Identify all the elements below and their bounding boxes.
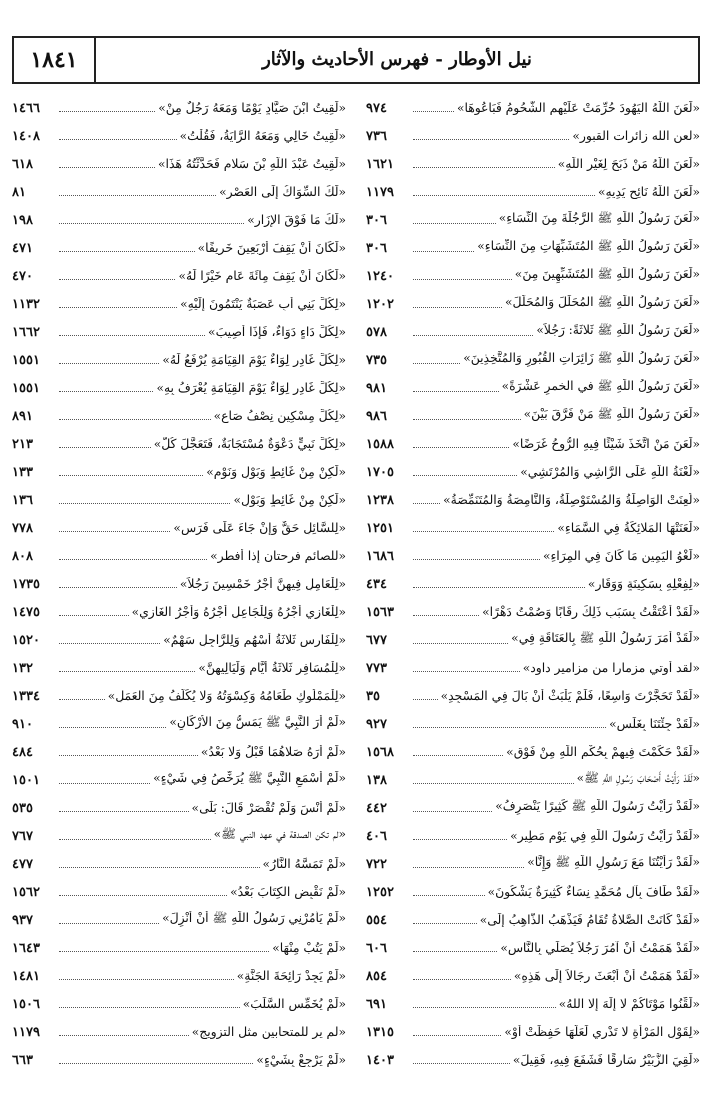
index-entry (366, 906, 700, 934)
leader-dots (413, 503, 440, 504)
hadith-number: ١٢٤٠ (366, 268, 394, 284)
leader-dots (59, 559, 207, 560)
leader-dots (59, 335, 205, 336)
leader-dots (413, 139, 569, 140)
hadith-number: ١٤٧٥ (12, 604, 40, 620)
hadith-text: «لِفِعْلِهِ بِسَكِينَةٍ وَوَقَارٍ» (587, 577, 700, 591)
hadith-number: ٧٣٦ (366, 128, 387, 144)
leader-dots (59, 923, 159, 924)
leader-dots (59, 839, 211, 840)
hadith-number: ٤٨٤ (12, 744, 33, 760)
hadith-number: ٦١٨ (12, 156, 33, 172)
index-entry (12, 906, 346, 934)
leader-dots (59, 727, 166, 728)
index-entry (12, 458, 346, 486)
hadith-text: «لَقِيَ الزُّبَيْرُ سَارِقًا فَشَفَعَ فِيهِ، فَقِيلَ» (512, 1053, 700, 1067)
hadith-number: ١٦٢١ (366, 156, 394, 172)
index-entry (366, 822, 700, 850)
hadith-text: «لَكِنْ مِنْ غَائِطٍ وَبَوْلٍ وَنَوْمٍ» (206, 465, 346, 479)
hadith-number: ٨١ (12, 184, 26, 200)
hadith-text: «لَمْ يَرْجِعْ بِشَيْءٍ» (256, 1053, 346, 1067)
leader-dots (413, 111, 454, 112)
leader-dots (413, 475, 517, 476)
leader-dots (413, 531, 554, 532)
hadith-number: ١١٣٢ (12, 296, 40, 312)
index-entry (12, 626, 346, 654)
running-header (12, 36, 700, 84)
index-entry (12, 430, 346, 458)
leader-dots (59, 1035, 189, 1036)
hadith-text: «لِكُلِّ غَادِرٍ لِوَاءٌ يَوْمَ القِيَامَةِ يُعْرَفُ بِهِ» (156, 381, 346, 395)
hadith-number: ١٤٠٨ (12, 128, 40, 144)
leader-dots (59, 615, 129, 616)
index-entry (12, 206, 346, 234)
index-entry (366, 402, 700, 430)
leader-dots (413, 755, 503, 756)
leader-dots (59, 1063, 253, 1064)
hadith-number: ١٤٠٣ (366, 1052, 394, 1068)
leader-dots (59, 223, 244, 224)
index-entry (366, 234, 700, 262)
hadith-text: «لَقِيتُ ابْنَ صَيَّادٍ يَوْمًا وَمَعَهُ رَجُلٌ مِنْ» (158, 101, 346, 115)
index-entry (366, 122, 700, 150)
hadith-text: «لعن الله زائرات القبور» (572, 129, 700, 143)
index-entry (366, 738, 700, 766)
hadith-text: «لِكُلِّ دَاءٍ دَوَاءٌ، فَإِذَا أُصِيبَ» (208, 325, 346, 339)
leader-dots (413, 839, 507, 840)
index-entry (366, 654, 700, 682)
index-entry (366, 934, 700, 962)
index-entry (12, 346, 346, 374)
index-entry (12, 654, 346, 682)
leader-dots (413, 251, 474, 252)
index-entry (366, 178, 700, 206)
leader-dots (413, 951, 497, 952)
hadith-text: «لَمْ يُخَمِّسِ السَّلَبَ» (242, 997, 346, 1011)
hadith-text: «لُعِنَتْ الوَاصِلَةُ وَالمُسْتَوْصِلَةُ، وَالنَّامِصَةُ وَالمُتَنَمِّصَةُ» (443, 493, 700, 507)
hadith-text: «لَمْ نَقْبِضِ الكِتَابَ بَعْدُ» (230, 885, 346, 899)
hadith-text: «لَقَدْ رَأَيْتُنَا مَعَ رَسُولِ اللَّهِ ﷺ وَإِنَّا» (527, 855, 700, 869)
hadith-number: ١١٧٩ (12, 1024, 40, 1040)
hadith-text: «للصائم فرحتان إذا أفطر» (210, 549, 346, 563)
hadith-number: ٤٧١ (12, 240, 33, 256)
page (12, 36, 700, 1068)
index-entry (366, 458, 700, 486)
hadith-number: ٩٨٦ (366, 408, 387, 424)
hadith-number: ٤٧٠ (12, 268, 33, 284)
index-entry (12, 822, 346, 850)
index-entry (366, 1018, 700, 1046)
hadith-text: «لِكُلِّ مِسْكِينٍ نِصْفُ صَاعٍ» (213, 409, 346, 423)
hadith-number: ٦٩١ (366, 996, 387, 1012)
hadith-text: «لَعَنَ رَسُولُ اللَّهِ ﷺ المُحَلِّلَ وَالمُحَلَّلَ» (505, 295, 700, 309)
hadith-number: ٦٧٧ (366, 632, 387, 648)
leader-dots (59, 895, 227, 896)
hadith-text: «لَعَنَ رَسُولُ اللَّهِ ﷺ المُتَشَبِّهِينَ مِنَ» (514, 267, 700, 281)
hadith-text: «لِلْفَارِسِ ثَلاثَةُ أَسْهُمٍ وَلِلرَّاجِلِ سَهْمٌ» (163, 633, 346, 647)
leader-dots (413, 167, 555, 168)
hadith-number: ١٦٦٢ (12, 324, 40, 340)
hadith-number: ١٤٦٦ (12, 100, 40, 116)
index-entry (366, 206, 700, 234)
index-entry (12, 794, 346, 822)
left-column (12, 94, 356, 1074)
index-entry (12, 94, 346, 122)
index-entry (12, 150, 346, 178)
hadith-number: ٩٧٤ (366, 100, 387, 116)
index-entry (366, 94, 700, 122)
hadith-number: ٢١٣ (12, 436, 33, 452)
leader-dots (59, 699, 105, 700)
hadith-text: «لَقَدْ رَأَيْتُ رَسُولَ اللَّهِ فِي يَوْمٍ مَطِيرٍ» (510, 829, 700, 843)
index-entry (12, 122, 346, 150)
hadith-text: «لَعَنَ رَسُولُ اللَّهِ ﷺ الرَّجُلَةَ مِنَ النِّسَاءِ» (498, 211, 700, 225)
hadith-text: «لِكُلِّ غَادِرٍ لِوَاءٌ يَوْمَ القِيَامَةِ يُرْفَعُ لَهُ» (162, 353, 346, 367)
leader-dots (59, 391, 153, 392)
hadith-number: ١٥٨٨ (366, 436, 394, 452)
hadith-number: ١٥٦٢ (12, 884, 40, 900)
leader-dots (413, 223, 496, 224)
index-entry (12, 934, 346, 962)
index-entry (366, 682, 700, 710)
index-entry (12, 766, 346, 794)
hadith-text: «لَقَدْ هَمَمْتُ أَنْ آمُرَ رَجُلاً يُصَلِّي بِالنَّاسِ» (500, 941, 700, 955)
hadith-text: «لَمْ تَمَسَّهُ النَّارُ» (262, 857, 346, 871)
leader-dots (413, 615, 479, 616)
hadith-number: ٤٠٦ (366, 828, 387, 844)
hadith-text: «لَقَدْ طَافَ بِآلِ مُحَمَّدٍ نِسَاءٌ كَثِيرَةٌ يَشْكُونَ» (487, 885, 700, 899)
hadith-text: «لَقَدْ تَحَجَّرْتَ وَاسِعًا، فَلَمْ يَلْبَثْ أَنْ بَالَ فِي المَسْجِدِ» (440, 689, 700, 703)
index-entry (366, 990, 700, 1018)
hadith-text: «لَعَنَتْهَا المَلائِكَةُ فِي السَّمَاءِ» (557, 521, 700, 535)
hadith-number: ٤٧٧ (12, 856, 33, 872)
leader-dots (59, 111, 155, 112)
hadith-number: ٩٢٧ (366, 716, 387, 732)
hadith-text: «لَمْ أَرَهُ صَلاهُمَا قَبْلُ وَلا بَعْدُ» (200, 745, 346, 759)
index-entry (12, 542, 346, 570)
hadith-number: ١٣٣٤ (12, 688, 40, 704)
hadith-text: «لَقَدْ حَكَمْتَ فِيهِمْ بِحُكْمِ اللَّهِ مِنْ فَوْقِ» (506, 745, 700, 759)
hadith-number: ١٣٨ (366, 772, 387, 788)
index-entry (366, 1046, 700, 1074)
hadith-text: «لَعَنَ اللَّهُ مَنْ ذَبَحَ لِغَيْرِ اللَّهِ» (557, 157, 700, 171)
hadith-text: «لِكُلِّ نَبِيٍّ دَعْوَةٌ مُسْتَجَابَةٌ، فَتَعَجَّلَ كُلُّ» (153, 437, 346, 451)
hadith-text: «لَقِّنُوا مَوْتَاكُمْ لا إِلَهَ إِلا اللهُ» (558, 997, 700, 1011)
index-entry (366, 318, 700, 346)
index-entry (366, 486, 700, 514)
leader-dots (413, 811, 492, 812)
hadith-number: ١٥٥١ (12, 352, 40, 368)
hadith-text: «لِلْمُسَافِرِ ثَلاثَةُ أَيَّامٍ وَلَيَالِيهِنَّ» (198, 661, 346, 675)
leader-dots (413, 895, 485, 896)
hadith-text: «لَمْ أَنْسَ وَلَمْ تُقْصَرْ قَالَ: بَلَى» (191, 801, 346, 815)
hadith-text: «لِلْمَمْلُوكِ طَعَامُهُ وَكِسْوَتُهُ وَلا يُكَلَّفُ مِنَ العَمَلِ» (107, 689, 346, 703)
index-entry (12, 598, 346, 626)
hadith-text: «لَمْ يَتُبْ مِنْهَا» (272, 941, 346, 955)
hadith-number: ٦٠٦ (366, 940, 387, 956)
leader-dots (59, 671, 195, 672)
hadith-number: ٨٩١ (12, 408, 33, 424)
hadith-number: ٤٣٤ (366, 576, 387, 592)
hadith-text: «لَكِنْ مِنْ غَائِطٍ وَبَوْلٍ» (233, 493, 346, 507)
hadith-number: ١٢٥١ (366, 520, 394, 536)
hadith-text: «لَقَدْ أَعْتَقْتُ بِسَبَبِ ذَلِكَ رِقَابًا وَصُمْتُ دَهْرًا» (482, 605, 700, 619)
leader-dots (59, 251, 195, 252)
leader-dots (59, 307, 177, 308)
hadith-text: «لِلْغَازِي أَجْرُهُ وَلِلْجَاعِلِ أَجْرُهُ وَأَجْرُ الغَازِي» (131, 605, 346, 619)
hadith-number: ١٥٦٨ (366, 744, 394, 760)
hadith-text: «لَقَدْ كَانَتْ الصَّلاةُ تُقَامُ فَيَذْهَبُ الذَّاهِبُ إِلَى» (479, 913, 700, 927)
index-entry (12, 1046, 346, 1074)
hadith-text: «لَعَنَ اللَّهُ اليَهُودَ حُرِّمَتْ عَلَيْهِم الشُّحُومُ فَبَاعُوهَا» (456, 101, 700, 115)
hadith-text: «لقد أوتي مزمارا من مزامير داود» (522, 661, 700, 675)
hadith-text: «لَكَ مَا فَوْقَ الإِزَارِ» (247, 213, 346, 227)
index-entry (366, 766, 700, 794)
index-entry (12, 962, 346, 990)
hadith-number: ١٢٣٨ (366, 492, 394, 508)
hadith-number: ٧٧٣ (366, 660, 387, 676)
hadith-number: ١٣١٥ (366, 1024, 394, 1040)
hadith-number: ٥٧٨ (366, 324, 387, 340)
index-entry (366, 430, 700, 458)
hadith-text: «لِلسَّائِلِ حَقٌّ وَإِنْ جَاءَ عَلَى فَرَسٍ» (173, 521, 346, 535)
page-title: نيل الأوطار - فهرس الأحاديث والآثار (262, 49, 532, 70)
hadith-text: «لَعَنَ رَسُولُ اللَّهِ ﷺ المُتَشَبِّهَاتِ مِنَ النِّسَاءِ» (477, 239, 700, 253)
hadith-number: ١٩٨ (12, 212, 33, 228)
hadith-number: ٣٠٦ (366, 240, 387, 256)
hadith-text: «لَقِيتُ عَبْدَ اللَّهِ بْنَ سَلامٍ فَحَدَّثْتُهُ هَذَا» (158, 157, 346, 171)
hadith-text: «لم تكن الصدقة في عهد النبي ﷺ» (213, 827, 346, 841)
index-entry (12, 990, 346, 1018)
hadith-number: ٩١٠ (12, 716, 33, 732)
page-number: ١٨٤١ (14, 38, 96, 82)
leader-dots (413, 195, 595, 196)
hadith-text: «لَكَانَ أَنْ يَقِفَ أَرْبَعِينَ خَرِيفًا» (197, 241, 346, 255)
index-columns (12, 94, 700, 1074)
hadith-number: ١٣٦ (12, 492, 33, 508)
leader-dots (413, 727, 606, 728)
index-entry (366, 262, 700, 290)
hadith-number: ١٧٣٥ (12, 576, 40, 592)
hadith-number: ١٥٥١ (12, 380, 40, 396)
leader-dots (59, 447, 151, 448)
hadith-number: ٩٨١ (366, 380, 387, 396)
hadith-text: «لَقَدْ هَمَمْتُ أَنْ أَبْعَثَ رِجَالاً إِلَى هَذِهِ» (513, 969, 700, 983)
index-entry (366, 794, 700, 822)
index-entry (366, 710, 700, 738)
index-entry (366, 514, 700, 542)
leader-dots (59, 755, 198, 756)
hadith-number: ١٧٠٥ (366, 464, 394, 480)
index-entry (12, 262, 346, 290)
hadith-number: ١٥٢٠ (12, 632, 40, 648)
index-entry (366, 374, 700, 402)
index-entry (12, 234, 346, 262)
leader-dots (413, 419, 521, 420)
hadith-number: ٥٣٥ (12, 800, 33, 816)
leader-dots (59, 811, 189, 812)
index-entry (12, 738, 346, 766)
leader-dots (413, 279, 512, 280)
hadith-text: «لَقَدْ رَأَيْتُ رَسُولَ اللَّهِ ﷺ كَثِيرًا يَنْصَرِفُ» (495, 799, 700, 813)
hadith-text: «لِكُلِّ بَنِي أَبٍ عَصَبَةٌ يَنْتَمُونَ إِلَيْهِ» (180, 297, 346, 311)
leader-dots (413, 307, 502, 308)
index-entry (12, 178, 346, 206)
leader-dots (59, 195, 216, 196)
leader-dots (59, 867, 260, 868)
hadith-number: ٧٢٢ (366, 856, 387, 872)
leader-dots (413, 363, 460, 364)
index-entry (12, 514, 346, 542)
hadith-number: ٣٥ (366, 688, 380, 704)
leader-dots (413, 335, 533, 336)
hadith-number: ١٢٠٢ (366, 296, 394, 312)
index-entry (12, 1018, 346, 1046)
hadith-number: ٨٠٨ (12, 548, 33, 564)
hadith-text: «لَعَنَ رَسُولُ اللَّهِ ﷺ ثَلاثَةً: رَجُلاً» (536, 323, 700, 337)
hadith-text: «لَمْ أَسْمَعِ النَّبِيَّ ﷺ يُرَخِّصُ فِي شَيْءٍ» (153, 771, 346, 785)
hadith-number: ٣٠٦ (366, 212, 387, 228)
leader-dots (413, 923, 477, 924)
hadith-number: ٤٤٢ (366, 800, 387, 816)
leader-dots (413, 391, 499, 392)
leader-dots (413, 979, 511, 980)
leader-dots (59, 419, 211, 420)
hadith-number: ١٣٢ (12, 660, 33, 676)
hadith-text: «لَغْوُ اليَمِينِ مَا كَانَ فِي المِرَاءِ» (542, 549, 700, 563)
right-column (356, 94, 700, 1074)
leader-dots (413, 587, 585, 588)
leader-dots (59, 951, 269, 952)
hadith-number: ١٦٨٦ (366, 548, 394, 564)
leader-dots (59, 979, 234, 980)
hadith-text: «لَعَنَ رَسُولُ اللَّهِ ﷺ مَنْ فَرَّقَ بَيْنَ» (523, 407, 700, 421)
hadith-text: «لَكَانَ أَنْ يَقِفَ مِائَةَ عَامٍ خَيْرًا لَهُ» (178, 269, 346, 283)
index-entry (366, 290, 700, 318)
leader-dots (413, 447, 509, 448)
index-entry (12, 402, 346, 430)
index-entry (12, 850, 346, 878)
hadith-number: ٧٦٧ (12, 828, 33, 844)
hadith-text: «لَقَدْ رَأَيْتُ أَصْحَابَ رَسُولِ اللَّهِ ﷺ» (576, 771, 700, 785)
leader-dots (413, 867, 524, 868)
hadith-number: ٥٥٤ (366, 912, 387, 928)
leader-dots (59, 783, 150, 784)
leader-dots (413, 643, 508, 644)
hadith-text: «لَمْ يَأْمُرْنِي رَسُولُ اللَّهِ ﷺ أَنْ أَنْزِلَ» (162, 911, 346, 925)
leader-dots (59, 475, 203, 476)
index-entry (12, 878, 346, 906)
leader-dots (413, 671, 520, 672)
leader-dots (59, 363, 159, 364)
leader-dots (413, 1063, 510, 1064)
index-entry (366, 962, 700, 990)
leader-dots (413, 559, 540, 560)
hadith-number: ٨٥٤ (366, 968, 387, 984)
leader-dots (59, 139, 177, 140)
hadith-number: ١١٧٩ (366, 184, 394, 200)
hadith-text: «لَعَنَ رَسُولُ اللَّهِ ﷺ زَائِرَاتِ القُبُورِ وَالمُتَّخِذِينَ» (463, 351, 700, 365)
hadith-text: «لِلْعَامِلِ فِيهِنَّ أَجْرُ خَمْسِينَ رَجُلاً» (179, 577, 346, 591)
index-entry (12, 290, 346, 318)
leader-dots (413, 699, 438, 700)
leader-dots (413, 1035, 501, 1036)
hadith-text: «لَقَدْ جِئْتَنَا بِغَلَسٍ» (609, 717, 700, 731)
leader-dots (59, 279, 175, 280)
leader-dots (59, 531, 170, 532)
leader-dots (413, 783, 574, 784)
leader-dots (59, 1007, 240, 1008)
hadith-text: «لَمْ يَجِدْ رَائِحَةَ الجَنَّةِ» (236, 969, 346, 983)
hadith-text: «لَقَدْ أَمَرَ رَسُولُ اللَّهِ ﷺ بِالعَتَاقَةِ فِي» (511, 631, 700, 645)
hadith-text: «لَعَنَ رَسُولُ اللَّهِ ﷺ في الخمرِ عَشْرَةً» (501, 379, 700, 393)
hadith-text: «لِقَوْلِ المَرْأَةِ لا تَدْرِي لَعَلَّهَا حَفِظَتْ أَوْ» (504, 1025, 700, 1039)
leader-dots (413, 1007, 556, 1008)
leader-dots (59, 587, 177, 588)
leader-dots (59, 643, 160, 644)
index-entry (366, 598, 700, 626)
index-entry (12, 710, 346, 738)
index-entry (12, 374, 346, 402)
hadith-text: «لم ير للمتحابين مثل التزويج» (191, 1025, 346, 1039)
index-entry (366, 150, 700, 178)
hadith-number: ١٥٠١ (12, 772, 40, 788)
leader-dots (59, 503, 230, 504)
index-entry (366, 346, 700, 374)
hadith-number: ٧٣٥ (366, 352, 387, 368)
index-entry (12, 486, 346, 514)
index-entry (12, 318, 346, 346)
hadith-text: «لَعْنَةُ اللَّهِ عَلَى الرَّاشِي وَالمُرْتَشِي» (520, 465, 700, 479)
hadith-text: «لَقِيتُ خَالِي وَمَعَهُ الرَّايَةُ، فَقُلْتُ» (179, 129, 346, 143)
hadith-number: ١٤٨١ (12, 968, 40, 984)
hadith-number: ٧٧٨ (12, 520, 33, 536)
hadith-number: ١٦٤٣ (12, 940, 40, 956)
index-entry (12, 570, 346, 598)
hadith-text: «لَمْ أَرَ النَّبِيَّ ﷺ يَمَسُّ مِنَ الأَرْكَانِ» (169, 715, 346, 729)
hadith-number: ١٥٦٣ (366, 604, 394, 620)
index-entry (366, 570, 700, 598)
hadith-text: «لَعَنَ اللَّهُ نَائِحٍ يَدِيهِ» (597, 185, 700, 199)
hadith-number: ١٢٥٢ (366, 884, 394, 900)
hadith-text: «لَكَ السِّوَاكُ إِلَى العَصْرِ» (219, 185, 346, 199)
index-entry (366, 626, 700, 654)
leader-dots (59, 167, 155, 168)
index-entry (12, 682, 346, 710)
hadith-number: ٦٦٣ (12, 1052, 33, 1068)
hadith-number: ١٣٣ (12, 464, 33, 480)
index-entry (366, 878, 700, 906)
index-entry (366, 542, 700, 570)
hadith-number: ١٥٠٦ (12, 996, 40, 1012)
index-entry (366, 850, 700, 878)
hadith-number: ٩٣٧ (12, 912, 33, 928)
hadith-text: «لَعَنَ مَنْ اتَّخَذَ شَيْئًا فِيهِ الرُّوحُ غَرَضًا» (512, 437, 700, 451)
